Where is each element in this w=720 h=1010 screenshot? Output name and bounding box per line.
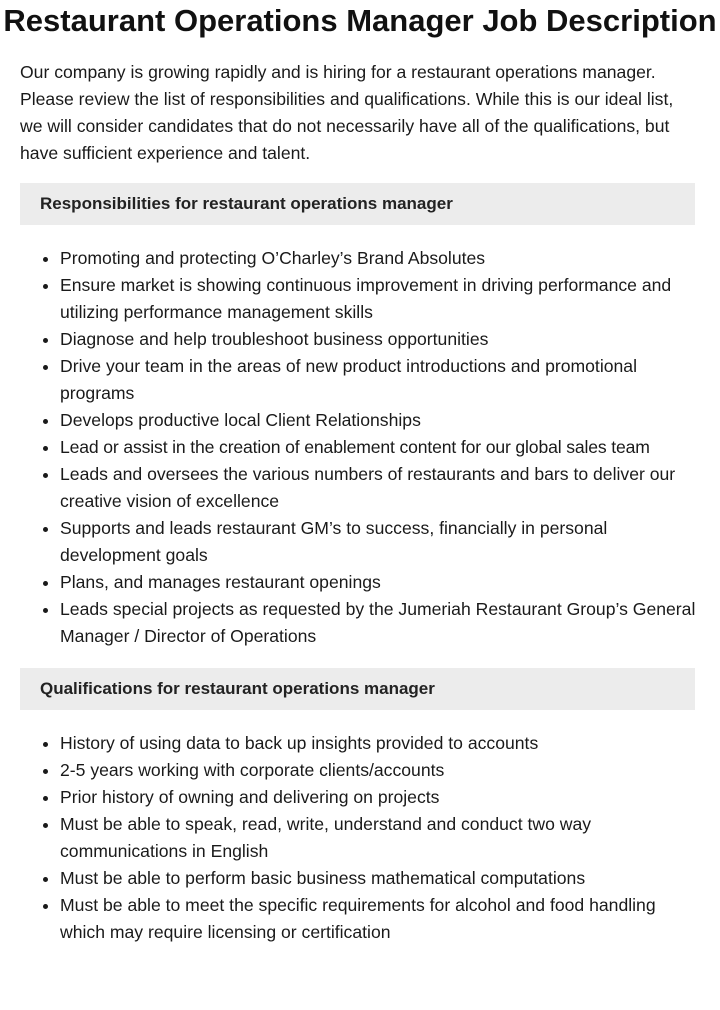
list-item: • Must be able to meet the specific requirements for alcohol and food handling which may require licensing or certification xyxy=(60,892,700,946)
qualifications-list xyxy=(20,730,700,946)
qualifications-heading: Qualifications for restaurant operations manager xyxy=(20,668,695,710)
list-item: • History of using data to back up insights provided to accounts xyxy=(60,730,700,757)
list-item: • Must be able to perform basic business mathematical computations xyxy=(60,865,700,892)
list-item: • Must be able to speak, read, write, understand and conduct two way communications in English xyxy=(60,811,700,865)
list-item: • Lead or assist in the creation of enablement content for our global sales team xyxy=(60,434,700,461)
list-item: • Diagnose and help troubleshoot business opportunities xyxy=(60,326,700,353)
page-title: Restaurant Operations Manager Job Description xyxy=(3,3,717,38)
responsibilities-heading: Responsibilities for restaurant operations manager xyxy=(20,183,695,225)
list-item: • Plans, and manages restaurant openings xyxy=(60,569,700,596)
list-item: • Develops productive local Client Relationships xyxy=(60,407,700,434)
list-item: • Prior history of owning and delivering on projects xyxy=(60,784,700,811)
list-item: • Leads and oversees the various numbers of restaurants and bars to deliver our creative vision of excellence xyxy=(60,461,700,515)
list-item: • Promoting and protecting O’Charley’s Brand Absolutes xyxy=(60,245,700,272)
list-item: • Drive your team in the areas of new product introductions and promotional programs xyxy=(60,353,700,407)
list-item: • 2-5 years working with corporate clients/accounts xyxy=(60,757,700,784)
list-item: • Leads special projects as requested by the Jumeriah Restaurant Group’s General Manager / Director of Operations xyxy=(60,596,700,650)
intro-paragraph: Our company is growing rapidly and is hiring for a restaurant operations manager. Please review the list of responsibilities and qualifications. While this is our ideal list, we will consider candidates that do not necessarily have all of the qualifications, but have sufficient experience and talent. xyxy=(20,62,674,163)
list-item: • Supports and leads restaurant GM’s to success, financially in personal development goals xyxy=(60,515,700,569)
list-item: • Ensure market is showing continuous improvement in driving performance and utilizing performance management skills xyxy=(60,272,700,326)
responsibilities-list xyxy=(20,245,700,650)
